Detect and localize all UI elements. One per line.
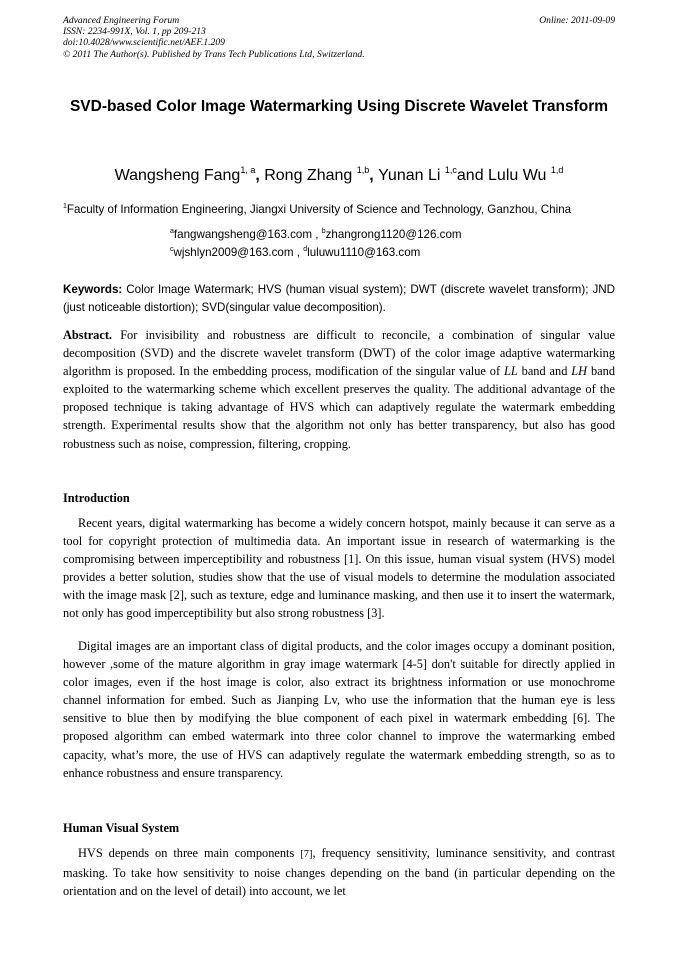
- author-list: Wangsheng Fang$^{1, a}$, Rong Zhang $^{1,b}$, Yunan Li $^{1,c}$and Lulu Wu $^{1,d}$: [114, 165, 564, 184]
- issn-line: ISSN: 2234-991X, Vol. 1, pp 209-213: [63, 26, 206, 38]
- intro-paragraph-1: Recent years, digital watermarking has become a widely concern hotspot, mainly because it can serve as a tool for copyright protection of multimedia data. An important issue in research of watermarking is the compromising between imperceptibility and robustness [1]. On this issue, human visual system (HVS) model provides a better solution, studies show that the use of visual models to determine the modulation associated with the image mask [2], such as texture, edge and luminance masking, and then use it to insert the watermark, not only has good imperceptibility but also strong robustness [3].: [63, 516, 615, 621]
- author-affil-sup: 1,b: [356, 165, 370, 175]
- intro-paragraph-2: Digital images are an important class of digital products, and the color images occupy a dominant position, however ,some of the mature algorithm in gray image watermark [4-5] don't suitable for directly applied in color images, even if the host image is color, also extract its brightness information or use monochrome channel information for embed. Such as Jianping Lv, who use the information that the human eye is less sensitive to blue then by modifying the blue component of each pixel in watermark embedding [6]. The proposed algorithm can embed watermark into three color channel to improve the watermarking embed capacity, what’s more, the use of HVS can adaptively regulate the watermark embedding strength, so as to enhance robustness and ensure transparency.: [63, 639, 615, 780]
- journal-header: [63, 15, 615, 60]
- abstract-label: Abstract.: [63, 328, 113, 342]
- author-name: Wangsheng Fang: [114, 167, 241, 184]
- author-name: and Lulu Wu: [456, 167, 551, 184]
- email-link[interactable]: fangwangsheng@163.com: [173, 228, 313, 241]
- keywords: [63, 281, 615, 317]
- email-link[interactable]: zhangrong1120@126.com: [325, 228, 462, 241]
- author-affil-sup: 1, a: [240, 165, 256, 175]
- author-name: Yunan Li: [378, 167, 445, 184]
- online-date: Online: 2011-09-09: [539, 15, 615, 26]
- citation: [7]: [300, 849, 313, 860]
- author-emails: [170, 226, 570, 262]
- email-line: $^c$wjshlyn2009@163.com , $^d$luluwu1110@163.com: [170, 246, 421, 259]
- journal-name: Advanced Engineering Forum: [63, 15, 180, 26]
- author-name: Rong Zhang: [264, 167, 357, 184]
- keywords-label: Keywords:: [63, 283, 123, 296]
- abstract: Abstract. For invisibility and robustness are difficult to reconcile, a combination of singular value decomposition (SVD) and the discrete wavelet transform (DWT) of the color image adaptive watermarking algorithm is proposed. In the embedding process, modification of the singular value of LL band and LH band exploited to the watermarking scheme which excellent preserves the quality. The additional advantage of the proposed technique is taking advantage of HVS which can adaptively regulate the watermark embedding strength. Experimental results show that the algorithm not only has better transparency, but also has good robustness such as noise, compression, filtering, cropping.: [63, 328, 615, 451]
- email-link[interactable]: luluwu1110@163.com: [307, 246, 421, 259]
- author-affil-sup: 1,c: [444, 165, 457, 175]
- section-heading-hvs: Human Visual System: [63, 821, 180, 835]
- email-line: $^a$fangwangsheng@163.com , $^b$zhangrong1120@126.com: [170, 228, 462, 241]
- email-link[interactable]: wjshlyn2009@163.com: [173, 246, 294, 259]
- section-heading-introduction: Introduction: [63, 491, 130, 505]
- paper-title: SVD-based Color Image Watermarking Using Discrete Wavelet Transform: [69, 98, 609, 115]
- keywords-text: Color Image Watermark; HVS (human visual system); DWT (discrete wavelet transform); JND (just noticeable distortion); SVD(singular value decomposition).: [63, 283, 615, 314]
- hvs-paragraph-1: HVS depends on three main components [7], frequency sensitivity, luminance sensitivity, and contrast masking. To take how sensitivity to noise changes depending on the band (in particular depending on the orientation and on the level of detail) into account, we let: [63, 846, 615, 899]
- affiliation: $^1$Faculty of Information Engineering, Jiangxi University of Science and Technology, Ganzhou, China: [63, 203, 572, 216]
- doi-line: doi:10.4028/www.scientific.net/AEF.1.209: [63, 37, 225, 49]
- copyright-line: © 2011 The Author(s). Published by Trans Tech Publications Ltd, Switzerland.: [63, 48, 365, 60]
- author-affil-sup: 1,d: [550, 165, 564, 175]
